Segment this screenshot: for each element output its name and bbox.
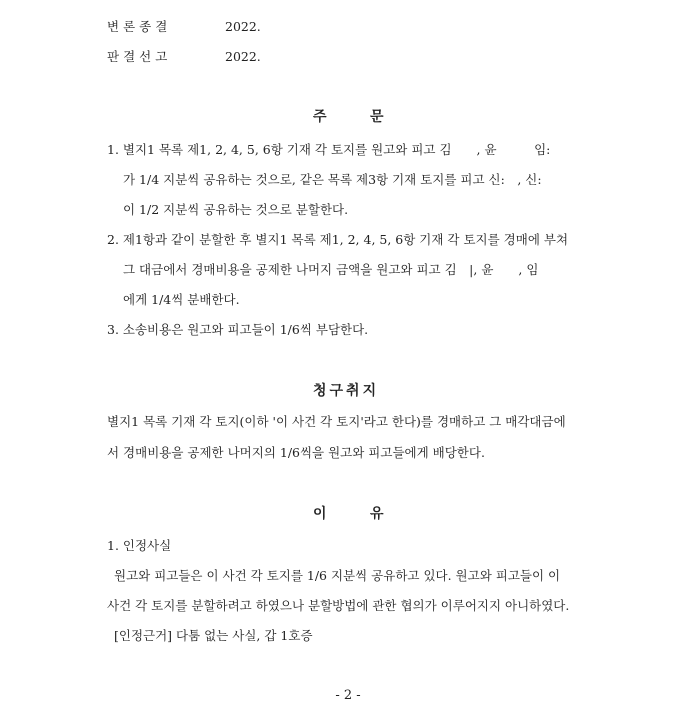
reason-heading-right: 유 xyxy=(370,506,384,522)
closing-date-label: 변론종결 xyxy=(107,19,172,34)
order-item-3-line-1: 3. 소송비용은 원고와 피고들이 1/6씩 부담한다. xyxy=(107,322,369,337)
closing-date-value: 2022. xyxy=(225,19,261,34)
claim-line-1: 별지1 목록 기재 각 토지(이하 '이 사건 각 토지'라고 한다)를 경매하고 그 매각대금에 xyxy=(107,414,566,429)
order-item-2-line-3: 에게 1/4씩 분배한다. xyxy=(123,292,240,307)
order-item-2-line-1: 2. 제1항과 같이 분할한 후 별지1 목록 제1, 2, 4, 5, 6항 기재 각 토지를 경매에 부쳐 xyxy=(107,232,569,247)
page-number: - 2 - xyxy=(335,688,361,703)
order-item-1-line-2: 가 1/4 지분씩 공유하는 것으로, 같은 목록 제3항 기재 토지를 피고 신: , 신: xyxy=(123,172,542,187)
order-item-1-line-1: 1. 별지1 목록 제1, 2, 4, 5, 6항 기재 각 토지를 원고와 피고 김 , 윤 임: xyxy=(107,142,551,157)
reason-heading-left: 이 xyxy=(313,506,327,522)
reason-subtitle: 1. 인정사실 xyxy=(107,538,172,553)
reason-line-3: [인정근거] 다툼 없는 사실, 갑 1호증 xyxy=(114,628,313,643)
claim-heading: 청구취지 xyxy=(313,383,380,399)
order-item-1-line-3: 이 1/2 지분씩 공유하는 것으로 분할한다. xyxy=(123,202,349,217)
ruling-date-value: 2022. xyxy=(225,49,261,64)
closing-date-line xyxy=(107,19,261,35)
order-heading-right: 문 xyxy=(370,109,384,125)
reason-line-2: 사건 각 토지를 분할하려고 하였으나 분할방법에 관한 협의가 이루어지지 아니하였다. xyxy=(107,598,570,613)
ruling-date-line xyxy=(107,49,261,65)
reason-line-1: 원고와 피고들은 이 사건 각 토지를 1/6 지분씩 공유하고 있다. 원고와 피고들이 이 xyxy=(114,568,561,583)
ruling-date-label: 판결선고 xyxy=(107,49,172,64)
order-item-2-line-2: 그 대금에서 경매비용을 공제한 나머지 금액을 원고와 피고 김 |, 윤 , 임 xyxy=(123,262,539,277)
order-heading-left: 주 xyxy=(313,109,327,125)
claim-line-2: 서 경매비용을 공제한 나머지의 1/6씩을 원고와 피고들에게 배당한다. xyxy=(107,445,485,460)
